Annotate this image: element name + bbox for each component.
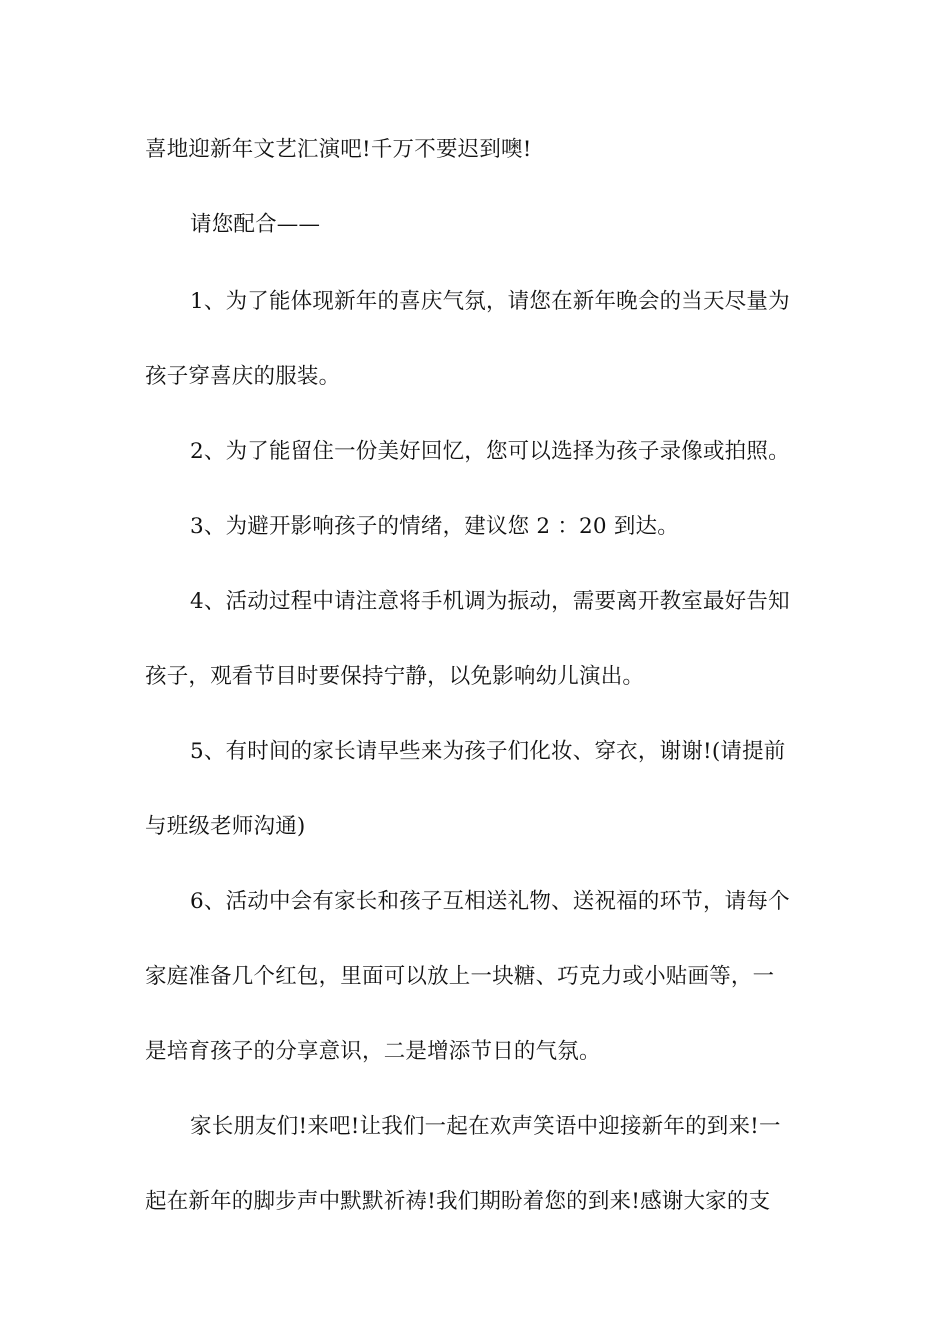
text-line: 4、活动过程中请注意将手机调为振动，需要离开教室最好告知 bbox=[190, 589, 790, 614]
text-line: 孩子穿喜庆的服装。 bbox=[145, 364, 341, 389]
text-line: 2、为了能留住一份美好回忆，您可以选择为孩子录像或拍照。 bbox=[190, 439, 790, 464]
text-line: 家长朋友们!来吧!让我们一起在欢声笑语中迎接新年的到来!一 bbox=[190, 1114, 781, 1139]
text-line: 5、有时间的家长请早些来为孩子们化妆、穿衣，谢谢!(请提前 bbox=[190, 739, 786, 764]
text-line: 与班级老师沟通) bbox=[145, 814, 306, 839]
text-line: 起在新年的脚步声中默默祈祷!我们期盼着您的到来!感谢大家的支 bbox=[145, 1189, 771, 1214]
text-line: 3、为避开影响孩子的情绪，建议您 2 ：20 到达。 bbox=[190, 514, 679, 539]
text-line: 请您配合—— bbox=[190, 212, 321, 237]
text-line: 家庭准备几个红包，里面可以放上一块糖、巧克力或小贴画等，一 bbox=[145, 964, 775, 989]
text-line: 喜地迎新年文艺汇演吧!千万不要迟到噢! bbox=[145, 137, 532, 162]
text-line: 1、为了能体现新年的喜庆气氛，请您在新年晚会的当天尽量为 bbox=[190, 289, 790, 314]
text-line: 孩子，观看节目时要保持宁静，以免影响幼儿演出。 bbox=[145, 664, 645, 689]
text-line: 是培育孩子的分享意识，二是增添节日的气氛。 bbox=[145, 1039, 601, 1064]
text-line: 6、活动中会有家长和孩子互相送礼物、送祝福的环节，请每个 bbox=[190, 889, 790, 914]
